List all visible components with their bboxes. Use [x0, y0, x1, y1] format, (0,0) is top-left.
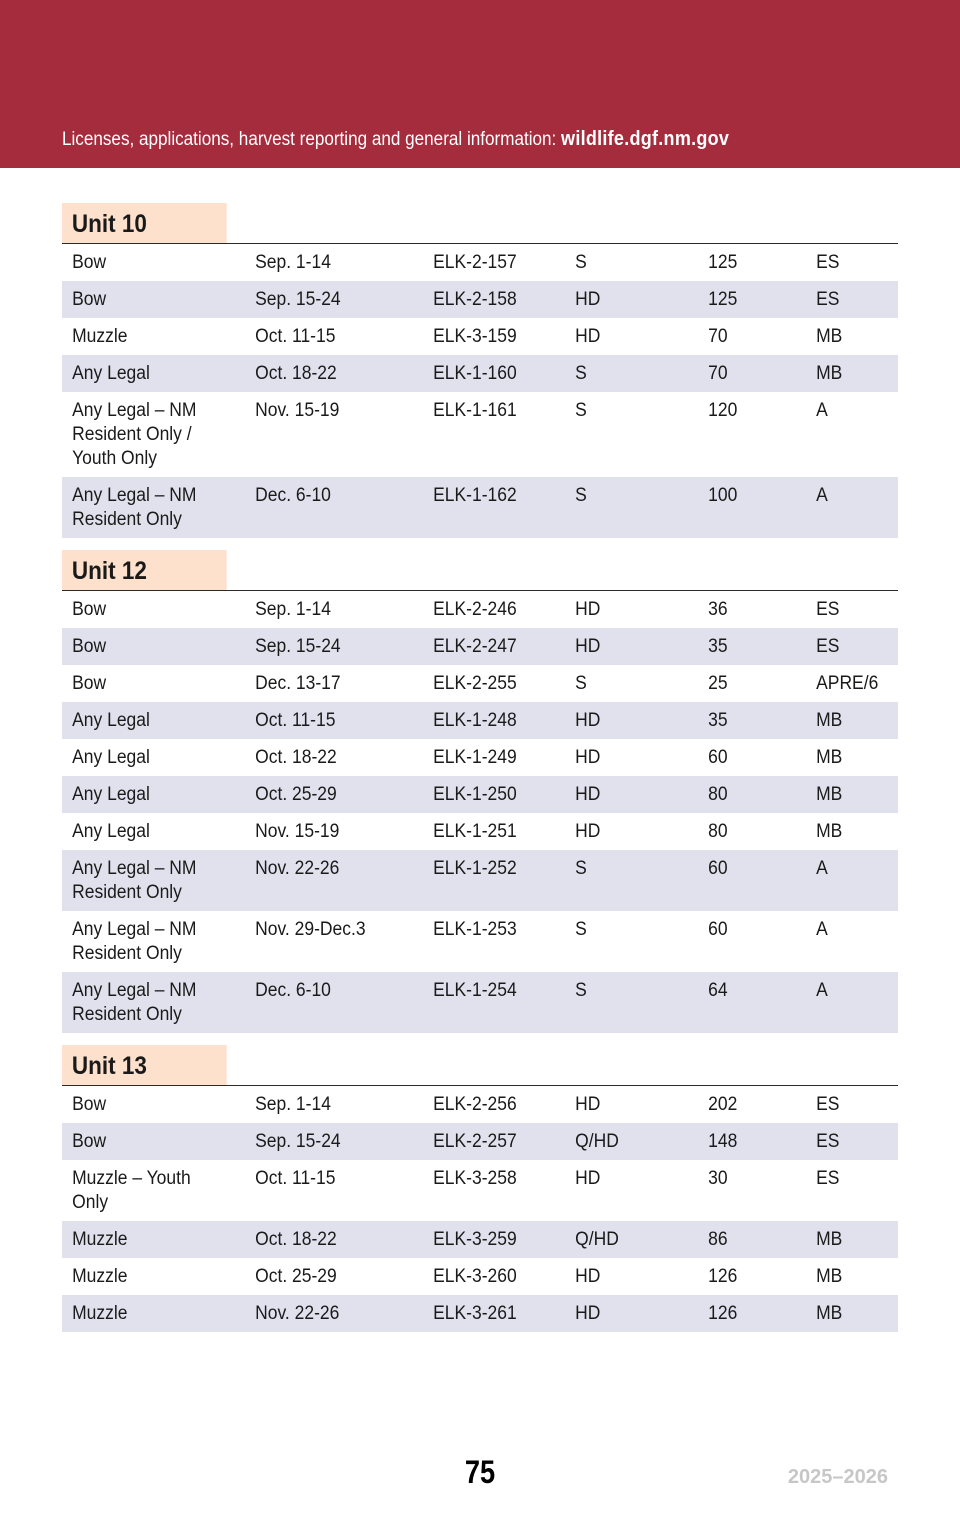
- season-years: 2025–2026: [787, 1466, 888, 1488]
- unit-section: [62, 203, 898, 538]
- cell-hunt-code: ELK-3-260: [433, 1266, 517, 1287]
- cell-type: MB: [816, 1266, 843, 1287]
- cell-bag-limit: S: [575, 858, 587, 879]
- cell-type: MB: [816, 1229, 843, 1250]
- cell-weapon: Any Legal: [72, 784, 150, 805]
- cell-dates: Sep. 15-24: [255, 636, 341, 657]
- cell-licenses: 80: [708, 821, 728, 842]
- cell-type: APRE/6: [816, 673, 879, 694]
- unit-header: [62, 1045, 898, 1086]
- cell-dates: Sep. 1-14: [255, 599, 331, 620]
- table-row: [62, 355, 898, 392]
- cell-hunt-code: ELK-2-246: [433, 599, 517, 620]
- table-row: [62, 244, 898, 281]
- cell-dates: Sep. 15-24: [255, 289, 341, 310]
- cell-dates: Sep. 1-14: [255, 1094, 331, 1115]
- cell-licenses: 125: [708, 252, 738, 273]
- cell-dates: Oct. 11-15: [255, 710, 336, 731]
- cell-hunt-code: ELK-1-249: [433, 747, 517, 768]
- cell-bag-limit: HD: [575, 1094, 601, 1115]
- table-row: [62, 1160, 898, 1221]
- cell-licenses: 25: [708, 673, 728, 694]
- cell-licenses: 70: [708, 363, 728, 384]
- cell-hunt-code: ELK-1-254: [433, 980, 517, 1001]
- unit-title: Unit 12: [62, 550, 227, 590]
- cell-type: ES: [816, 1094, 840, 1115]
- cell-bag-limit: S: [575, 919, 587, 940]
- cell-type: ES: [816, 252, 840, 273]
- cell-weapon: Any Legal: [72, 363, 150, 384]
- table-row: [62, 591, 898, 628]
- cell-dates: Dec. 6-10: [255, 485, 331, 506]
- cell-bag-limit: HD: [575, 326, 601, 347]
- cell-weapon: Any Legal: [72, 710, 150, 731]
- cell-licenses: 126: [708, 1266, 738, 1287]
- cell-type: ES: [816, 289, 840, 310]
- table-row: [62, 1221, 898, 1258]
- table-row: [62, 665, 898, 702]
- cell-bag-limit: S: [575, 485, 587, 506]
- cell-dates: Oct. 11-15: [255, 326, 336, 347]
- cell-weapon: Any Legal – NM Resident Only: [72, 485, 197, 530]
- cell-type: ES: [816, 1168, 840, 1189]
- cell-bag-limit: S: [575, 400, 587, 421]
- cell-type: ES: [816, 636, 840, 657]
- cell-dates: Sep. 15-24: [255, 1131, 341, 1152]
- cell-weapon: Bow: [72, 1094, 107, 1115]
- cell-weapon: Any Legal – NM Resident Only: [72, 919, 197, 964]
- cell-dates: Oct. 25-29: [255, 784, 337, 805]
- cell-weapon: Muzzle: [72, 1266, 128, 1287]
- cell-bag-limit: HD: [575, 599, 601, 620]
- cell-bag-limit: S: [575, 980, 587, 1001]
- cell-hunt-code: ELK-2-256: [433, 1094, 517, 1115]
- cell-licenses: 202: [708, 1094, 738, 1115]
- cell-hunt-code: ELK-1-162: [433, 485, 517, 506]
- table-row: [62, 739, 898, 776]
- cell-hunt-code: ELK-2-157: [433, 252, 517, 273]
- cell-bag-limit: Q/HD: [575, 1229, 619, 1250]
- cell-bag-limit: HD: [575, 1168, 601, 1189]
- table-row: [62, 776, 898, 813]
- cell-type: MB: [816, 821, 843, 842]
- table-row: [62, 318, 898, 355]
- cell-licenses: 35: [708, 710, 728, 731]
- cell-licenses: 35: [708, 636, 728, 657]
- cell-weapon: Any Legal: [72, 747, 150, 768]
- cell-bag-limit: HD: [575, 636, 601, 657]
- cell-weapon: Bow: [72, 599, 107, 620]
- table-row: [62, 911, 898, 972]
- cell-bag-limit: HD: [575, 289, 601, 310]
- cell-bag-limit: HD: [575, 1303, 601, 1324]
- cell-type: MB: [816, 1303, 843, 1324]
- cell-licenses: 30: [708, 1168, 728, 1189]
- cell-hunt-code: ELK-3-259: [433, 1229, 517, 1250]
- cell-type: A: [816, 919, 828, 940]
- cell-dates: Nov. 22-26: [255, 1303, 340, 1324]
- cell-licenses: 60: [708, 858, 728, 879]
- cell-weapon: Muzzle: [72, 1229, 128, 1250]
- unit-title: Unit 13: [62, 1045, 227, 1085]
- cell-type: MB: [816, 363, 843, 384]
- cell-weapon: Muzzle: [72, 326, 128, 347]
- cell-licenses: 86: [708, 1229, 728, 1250]
- cell-type: A: [816, 400, 828, 421]
- cell-hunt-code: ELK-1-248: [433, 710, 517, 731]
- cell-licenses: 64: [708, 980, 728, 1001]
- table-row: [62, 392, 898, 477]
- cell-weapon: Any Legal: [72, 821, 150, 842]
- table-row: [62, 281, 898, 318]
- cell-type: MB: [816, 326, 843, 347]
- cell-type: MB: [816, 747, 843, 768]
- cell-dates: Nov. 29-Dec.3: [255, 919, 366, 940]
- cell-weapon: Bow: [72, 1131, 107, 1152]
- header-banner: [0, 0, 960, 168]
- cell-licenses: 60: [708, 919, 728, 940]
- table-row: [62, 702, 898, 739]
- website-link[interactable]: wildlife.dgf.nm.gov: [561, 128, 730, 150]
- cell-bag-limit: Q/HD: [575, 1131, 619, 1152]
- cell-dates: Oct. 18-22: [255, 747, 337, 768]
- table-row: [62, 1086, 898, 1123]
- cell-weapon: Any Legal – NM Resident Only: [72, 980, 197, 1025]
- cell-dates: Oct. 18-22: [255, 1229, 337, 1250]
- page-number: 75: [464, 1454, 496, 1490]
- cell-bag-limit: HD: [575, 821, 601, 842]
- hunt-table: [62, 203, 898, 1344]
- cell-hunt-code: ELK-2-257: [433, 1131, 517, 1152]
- cell-dates: Oct. 11-15: [255, 1168, 336, 1189]
- cell-bag-limit: S: [575, 363, 587, 384]
- cell-hunt-code: ELK-1-161: [433, 400, 517, 421]
- cell-hunt-code: ELK-1-160: [433, 363, 517, 384]
- cell-licenses: 120: [708, 400, 738, 421]
- cell-hunt-code: ELK-3-159: [433, 326, 517, 347]
- cell-licenses: 100: [708, 485, 738, 506]
- table-row: [62, 628, 898, 665]
- table-row: [62, 477, 898, 538]
- cell-bag-limit: HD: [575, 747, 601, 768]
- cell-dates: Oct. 18-22: [255, 363, 337, 384]
- cell-dates: Nov. 15-19: [255, 821, 340, 842]
- unit-section: [62, 550, 898, 1033]
- cell-hunt-code: ELK-1-250: [433, 784, 517, 805]
- cell-bag-limit: HD: [575, 1266, 601, 1287]
- cell-dates: Dec. 13-17: [255, 673, 341, 694]
- cell-weapon: Muzzle: [72, 1303, 128, 1324]
- cell-hunt-code: ELK-1-252: [433, 858, 517, 879]
- cell-hunt-code: ELK-3-258: [433, 1168, 517, 1189]
- cell-weapon: Any Legal – NM Resident Only: [72, 858, 197, 903]
- cell-hunt-code: ELK-3-261: [433, 1303, 517, 1324]
- table-row: [62, 1258, 898, 1295]
- cell-bag-limit: S: [575, 252, 587, 273]
- header-info: [62, 128, 729, 151]
- cell-type: MB: [816, 784, 843, 805]
- cell-dates: Nov. 22-26: [255, 858, 340, 879]
- cell-weapon: Any Legal – NM Resident Only / Youth Only: [72, 400, 197, 469]
- cell-bag-limit: S: [575, 673, 587, 694]
- table-row: [62, 1123, 898, 1160]
- unit-title: Unit 10: [62, 203, 227, 243]
- cell-licenses: 60: [708, 747, 728, 768]
- cell-type: A: [816, 980, 828, 1001]
- cell-licenses: 70: [708, 326, 728, 347]
- cell-hunt-code: ELK-2-158: [433, 289, 517, 310]
- table-row: [62, 813, 898, 850]
- table-row: [62, 1295, 898, 1332]
- cell-weapon: Bow: [72, 636, 107, 657]
- cell-licenses: 126: [708, 1303, 738, 1324]
- cell-dates: Sep. 1-14: [255, 252, 331, 273]
- cell-weapon: Muzzle – Youth Only: [72, 1168, 191, 1213]
- cell-licenses: 148: [708, 1131, 738, 1152]
- cell-weapon: Bow: [72, 289, 107, 310]
- cell-dates: Nov. 15-19: [255, 400, 340, 421]
- cell-weapon: Bow: [72, 252, 107, 273]
- cell-type: A: [816, 858, 828, 879]
- cell-bag-limit: HD: [575, 710, 601, 731]
- cell-hunt-code: ELK-1-253: [433, 919, 517, 940]
- cell-licenses: 36: [708, 599, 728, 620]
- cell-type: ES: [816, 1131, 840, 1152]
- cell-type: A: [816, 485, 828, 506]
- header-info-text: Licenses, applications, harvest reporting and general information:: [62, 129, 562, 150]
- cell-licenses: 80: [708, 784, 728, 805]
- unit-header: [62, 203, 898, 244]
- table-row: [62, 972, 898, 1033]
- cell-licenses: 125: [708, 289, 738, 310]
- cell-hunt-code: ELK-2-255: [433, 673, 517, 694]
- cell-type: MB: [816, 710, 843, 731]
- unit-section: [62, 1045, 898, 1332]
- unit-header: [62, 550, 898, 591]
- cell-hunt-code: ELK-1-251: [433, 821, 517, 842]
- cell-weapon: Bow: [72, 673, 107, 694]
- cell-dates: Dec. 6-10: [255, 980, 331, 1001]
- cell-bag-limit: HD: [575, 784, 601, 805]
- cell-hunt-code: ELK-2-247: [433, 636, 517, 657]
- cell-dates: Oct. 25-29: [255, 1266, 337, 1287]
- cell-type: ES: [816, 599, 840, 620]
- table-row: [62, 850, 898, 911]
